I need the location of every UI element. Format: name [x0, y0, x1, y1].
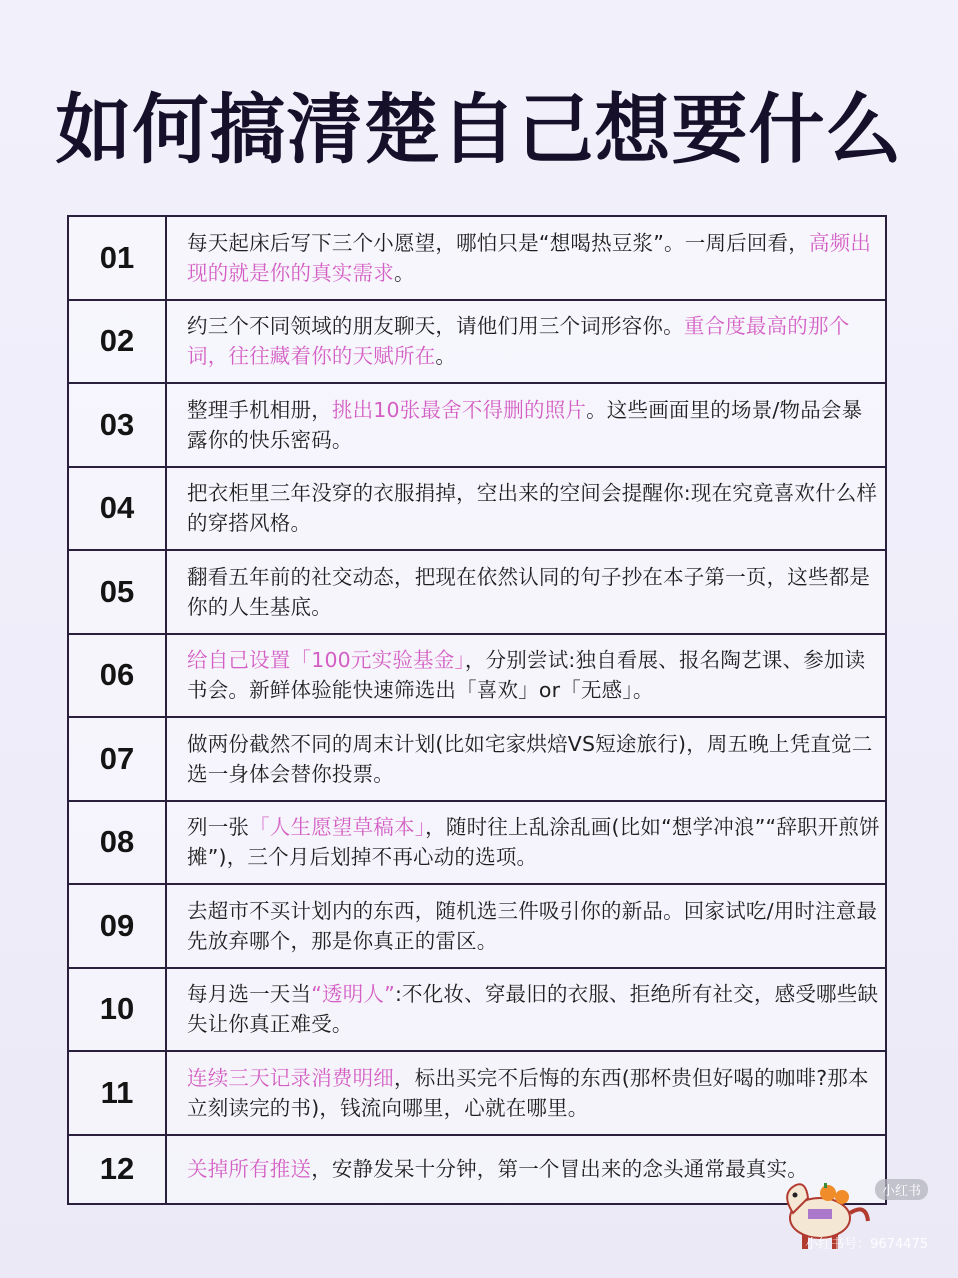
tip-number: 11 — [69, 1052, 167, 1134]
tip-number: 04 — [69, 468, 167, 550]
tip-highlight-text: 挑出10张最舍不得删的照片 — [331, 397, 587, 422]
watermark-logo: 小红书 — [875, 1179, 928, 1200]
tip-body-text: ，分别尝试:独自看展、报名陶艺课、参加读书会。新鲜体验能快速筛选出「喜欢」or「无感」。 — [187, 648, 866, 703]
tip-text-cell — [167, 1052, 885, 1134]
tip-highlight-text: 重合度最高的那个词，往往藏着你的天赋所在 — [187, 314, 850, 369]
tip-row — [69, 217, 885, 301]
tip-text — [187, 812, 881, 872]
tip-text-cell — [167, 468, 885, 550]
tip-text — [187, 1154, 808, 1184]
tip-text — [187, 729, 881, 789]
tip-row — [69, 718, 885, 802]
tip-body-text: 把衣柜里三年没穿的衣服捐掉，空出来的空间会提醒你:现在究竟喜欢什么样的穿搭风格。 — [187, 481, 878, 536]
tip-body-text: ，随时往上乱涂乱画(比如“想学冲浪”“辞职开煎饼摊”)，三个月后划掉不再心动的选项。 — [187, 815, 880, 870]
tip-number: 08 — [69, 802, 167, 884]
tip-body-text: 做两份截然不同的周末计划(比如宅家烘焙VS短途旅行)，周五晚上凭直觉二选一身体会替你投票。 — [187, 731, 873, 786]
tip-text — [187, 896, 881, 956]
tip-row — [69, 802, 885, 886]
tip-number: 03 — [69, 384, 167, 466]
tip-highlight-text: “透明人” — [311, 982, 395, 1007]
tip-text — [187, 311, 881, 371]
tip-text — [187, 979, 881, 1039]
watermark-user-id: 小红书号：9674475 — [805, 1237, 928, 1252]
tip-text-cell — [167, 885, 885, 967]
tip-body-text: 约三个不同领域的朋友聊天，请他们用三个词形容你。 — [187, 314, 684, 339]
tip-text-cell — [167, 718, 885, 800]
tip-row — [69, 969, 885, 1053]
tip-text-cell — [167, 551, 885, 633]
tip-text — [187, 1063, 881, 1123]
tip-row — [69, 301, 885, 385]
tip-text — [187, 645, 881, 705]
tip-body-text: 去超市不买计划内的东西，随机选三件吸引你的新品。回家试吃/用时注意最先放弃哪个，那是你真正的雷区。 — [187, 898, 878, 953]
tip-number: 05 — [69, 551, 167, 633]
watermark — [768, 1163, 928, 1258]
tip-number: 06 — [69, 635, 167, 717]
tip-body-text: 列一张 — [187, 815, 250, 840]
tip-highlight-text: 连续三天记录消费明细 — [187, 1065, 394, 1090]
tip-number: 09 — [69, 885, 167, 967]
tip-text-cell — [167, 969, 885, 1051]
tip-body-text: :不化妆、穿最旧的衣服、拒绝所有社交，感受哪些缺失让你真正难受。 — [187, 982, 879, 1037]
tip-body-text: 每天起床后写下三个小愿望，哪怕只是“想喝热豆浆”。一周后回看， — [187, 230, 809, 255]
tip-body-text: ，安静发呆十分钟，第一个冒出来的念头通常最真实。 — [311, 1157, 809, 1182]
tip-body-text: 整理手机相册， — [187, 397, 332, 422]
tip-text-cell — [167, 301, 885, 383]
tip-body-text: 翻看五年前的社交动态，把现在依然认同的句子抄在本子第一页，这些都是你的人生基底。 — [187, 564, 871, 619]
tip-number: 02 — [69, 301, 167, 383]
tip-row — [69, 885, 885, 969]
tip-text — [187, 478, 881, 538]
tip-number: 12 — [69, 1136, 167, 1204]
tip-body-text: 。 — [394, 260, 415, 285]
page-title: 如何搞清楚自己想要什么 — [55, 85, 903, 174]
tip-highlight-text: 关掉所有推送 — [187, 1157, 312, 1182]
tip-text-cell — [167, 384, 885, 466]
tip-text-cell — [167, 635, 885, 717]
tip-row — [69, 551, 885, 635]
tips-table — [67, 215, 887, 1205]
tip-row — [69, 1136, 885, 1204]
tip-highlight-text: 「人生愿望草稿本」 — [249, 815, 426, 840]
tip-number: 01 — [69, 217, 167, 299]
tip-row — [69, 1052, 885, 1136]
tip-row — [69, 384, 885, 468]
tip-body-text: 每月选一天当 — [187, 982, 312, 1007]
tip-number: 07 — [69, 718, 167, 800]
tip-row — [69, 468, 885, 552]
tip-body-text: 。 — [435, 344, 457, 369]
tip-row — [69, 635, 885, 719]
tip-text — [187, 228, 881, 288]
tip-text-cell — [167, 802, 885, 884]
tip-highlight-text: 高频出现的就是你的真实需求 — [187, 230, 872, 285]
tip-text — [187, 395, 881, 455]
tip-number: 10 — [69, 969, 167, 1051]
tip-body-text: 。这些画面里的场景/物品会暴露你的快乐密码。 — [187, 397, 863, 452]
tip-text-cell — [167, 217, 885, 299]
tip-highlight-text: 给自己设置「100元实验基金」 — [187, 648, 465, 673]
tip-text — [187, 562, 881, 622]
tip-body-text: ，标出买完不后悔的东西(那杯贵但好喝的咖啡?那本立刻读完的书)，钱流向哪里，心就在哪里。 — [187, 1065, 869, 1120]
